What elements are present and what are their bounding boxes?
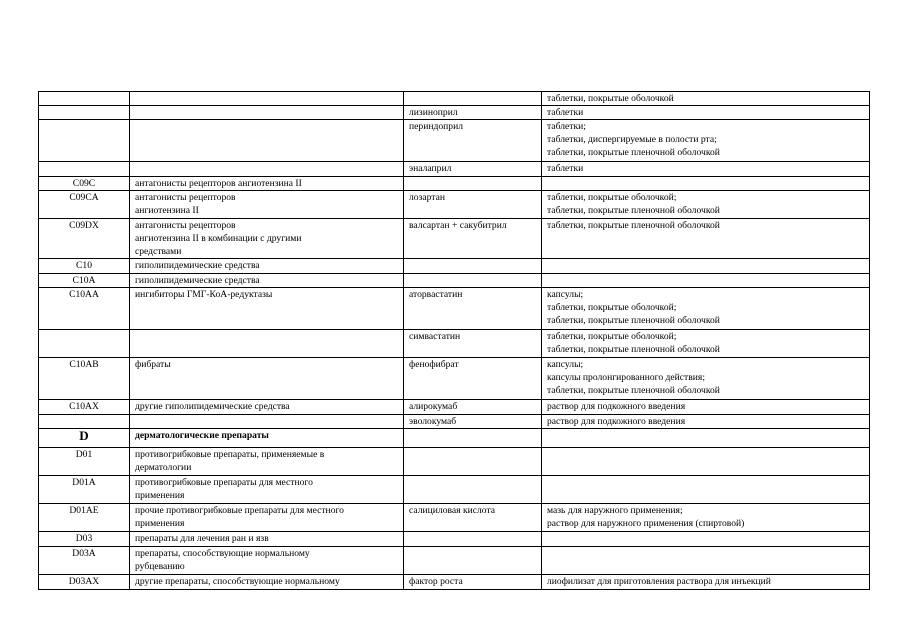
drug-list-table [38, 91, 870, 590]
dosage-form-cell [542, 274, 870, 288]
drug-name: фенофибрат [409, 359, 459, 370]
atc-code: C09DX [69, 220, 99, 231]
drug-name-cell [404, 400, 542, 415]
pharm-group-cell [130, 575, 404, 590]
pharm-group-line: рубцеванию [135, 561, 185, 572]
drug-name-cell [404, 92, 542, 106]
pharm-group-line: прочие противогрибковые препараты для местного [135, 505, 344, 516]
dosage-form-cell [542, 120, 870, 162]
atc-code-cell [39, 547, 130, 575]
pharm-group-cell [130, 219, 404, 259]
drug-name: эналаприл [409, 163, 452, 174]
pharm-group-line: противогрибковые препараты, применяемые в [135, 449, 325, 460]
drug-name-cell [404, 532, 542, 547]
atc-code: C10 [76, 260, 92, 271]
dosage-form-line: капсулы пролонгированного действия; [547, 372, 705, 383]
atc-code: C09C [72, 178, 96, 189]
dosage-form-cell [542, 106, 870, 120]
table-row [39, 288, 870, 330]
pharm-group-line: гиполипидемические средства [135, 275, 260, 286]
atc-code-cell [39, 575, 130, 590]
atc-code-cell [39, 177, 130, 191]
pharm-group-cell [130, 330, 404, 358]
drug-name: лизиноприл [409, 107, 458, 118]
table-row [39, 259, 870, 274]
pharm-group-cell [130, 162, 404, 177]
atc-code-cell [39, 191, 130, 219]
drug-name-cell [404, 259, 542, 274]
dosage-form-line: таблетки, покрытые оболочкой; [547, 331, 677, 342]
drug-name-cell [404, 429, 542, 448]
atc-code: C10AA [69, 289, 99, 300]
pharm-group-line: применения [135, 490, 185, 501]
drug-name: лозартан [409, 192, 446, 203]
atc-code-cell [39, 532, 130, 547]
dosage-form-cell [542, 177, 870, 191]
pharm-group-cell [130, 191, 404, 219]
dosage-form-line: таблетки, покрытые оболочкой; [547, 302, 677, 313]
pharm-group-cell [130, 504, 404, 532]
table-row [39, 448, 870, 476]
atc-code: D [79, 428, 89, 443]
atc-code-cell [39, 288, 130, 330]
drug-name-cell [404, 288, 542, 330]
pharm-group-cell [130, 476, 404, 504]
table-row [39, 358, 870, 400]
atc-code-cell [39, 429, 130, 448]
dosage-form-cell [542, 575, 870, 590]
atc-code: D03A [72, 548, 96, 559]
dosage-form-cell [542, 191, 870, 219]
drug-name: аторвастатин [409, 289, 463, 300]
drug-name-cell [404, 162, 542, 177]
atc-code-cell [39, 330, 130, 358]
table-row [39, 106, 870, 120]
dosage-form-line: капсулы; [547, 359, 584, 370]
drug-name-cell [404, 476, 542, 504]
drug-name-cell [404, 504, 542, 532]
dosage-form-line: таблетки, покрытые оболочкой [547, 93, 674, 104]
table-row [39, 219, 870, 259]
atc-code: D01 [75, 449, 93, 460]
atc-code-cell [39, 400, 130, 415]
dosage-form-cell [542, 358, 870, 400]
pharm-group-line: препараты для лечения ран и язв [135, 533, 269, 544]
table-row [39, 330, 870, 358]
dosage-form-line: таблетки, покрытые пленочной оболочкой [547, 315, 720, 326]
pharm-group-cell [130, 288, 404, 330]
dosage-form-cell [542, 415, 870, 429]
pharm-group-line: другие препараты, способствующие нормальному [135, 576, 340, 587]
pharm-group-line: фибраты [135, 359, 171, 370]
atc-code: C09CA [69, 192, 99, 203]
pharm-group-cell [130, 92, 404, 106]
table-row [39, 476, 870, 504]
pharm-group-cell [130, 120, 404, 162]
dosage-form-cell [542, 162, 870, 177]
drug-name: периндоприл [409, 121, 463, 132]
pharm-group-line: ингибиторы ГМГ-КоА-редуктазы [135, 289, 273, 300]
table-row [39, 429, 870, 448]
drug-name-cell [404, 575, 542, 590]
drug-name-cell [404, 448, 542, 476]
table-row [39, 177, 870, 191]
dosage-form-cell [542, 448, 870, 476]
table-row [39, 162, 870, 177]
drug-name-cell [404, 547, 542, 575]
dosage-form-line: раствор для подкожного введения [547, 401, 686, 412]
table-row [39, 532, 870, 547]
drug-name-cell [404, 274, 542, 288]
atc-code: D03AX [68, 576, 100, 587]
table-row [39, 274, 870, 288]
drug-name-cell [404, 415, 542, 429]
dosage-form-cell [542, 92, 870, 106]
atc-code-cell [39, 162, 130, 177]
table-row [39, 547, 870, 575]
pharm-group-cell [130, 532, 404, 547]
pharm-group-cell [130, 547, 404, 575]
table-row [39, 415, 870, 429]
atc-code: C10AB [69, 359, 99, 370]
pharm-group-line: ангиотензина II [135, 205, 199, 216]
dosage-form-cell [542, 476, 870, 504]
drug-name: эволокумаб [409, 416, 457, 427]
pharm-group-line: антагонисты рецепторов [135, 192, 236, 203]
dosage-form-line: таблетки, покрытые пленочной оболочкой [547, 147, 720, 158]
atc-code: D01AE [69, 505, 99, 516]
drug-name: симвастатин [409, 331, 461, 342]
dosage-form-cell [542, 547, 870, 575]
drug-name: фактор роста [409, 576, 463, 587]
pharm-group-line: другие гиполипидемические средства [135, 401, 290, 412]
atc-code-cell [39, 358, 130, 400]
atc-code-cell [39, 259, 130, 274]
table-row [39, 504, 870, 532]
atc-code: D03 [75, 533, 93, 544]
drug-name-cell [404, 120, 542, 162]
pharm-group-line: антагонисты рецепторов ангиотензина II [135, 178, 302, 189]
drug-name: салициловая кислота [409, 505, 496, 516]
dosage-form-line: лиофилизат для приготовления раствора для инъекций [547, 576, 771, 587]
dosage-form-cell [542, 532, 870, 547]
dosage-form-line: таблетки, покрытые пленочной оболочкой [547, 385, 720, 396]
dosage-form-cell [542, 259, 870, 274]
atc-code-cell [39, 504, 130, 532]
drug-name: валсартан + сакубитрил [409, 220, 507, 231]
pharm-group-line: дерматологии [135, 462, 192, 473]
dosage-form-line: таблетки, диспергируемые в полости рта; [547, 134, 717, 145]
atc-code-cell [39, 106, 130, 120]
pharm-group-line: препараты, способствующие нормальному [135, 548, 310, 559]
drug-name-cell [404, 358, 542, 400]
pharm-group-cell [130, 415, 404, 429]
dosage-form-line: раствор для подкожного введения [547, 416, 686, 427]
drug-name-cell [404, 177, 542, 191]
table-row [39, 191, 870, 219]
atc-code: C10AX [69, 401, 99, 412]
atc-code-cell [39, 274, 130, 288]
pharm-group-cell [130, 448, 404, 476]
table-row [39, 92, 870, 106]
dosage-form-cell [542, 288, 870, 330]
drug-name-cell [404, 219, 542, 259]
pharm-group-line: противогрибковые препараты для местного [135, 477, 313, 488]
dosage-form-cell [542, 400, 870, 415]
dosage-form-line: таблетки; [547, 121, 586, 132]
pharm-group-line: антагонисты рецепторов [135, 220, 236, 231]
dosage-form-line: таблетки [547, 163, 584, 174]
table-row [39, 400, 870, 415]
pharm-group-cell [130, 177, 404, 191]
atc-code-cell [39, 415, 130, 429]
pharm-group-cell [130, 259, 404, 274]
pharm-group-cell [130, 358, 404, 400]
dosage-form-line: капсулы; [547, 289, 584, 300]
drug-name-cell [404, 191, 542, 219]
pharm-group-line: средствами [135, 246, 182, 257]
atc-code: D01A [72, 477, 96, 488]
atc-code-cell [39, 120, 130, 162]
dosage-form-cell [542, 219, 870, 259]
dosage-form-line: таблетки, покрытые пленочной оболочкой [547, 220, 720, 231]
table-row [39, 575, 870, 590]
dosage-form-line: раствор для наружного применения (спиртовой) [547, 518, 745, 529]
pharm-group-line: гиполипидемические средства [135, 260, 260, 271]
dosage-form-line: мазь для наружного применения; [547, 505, 683, 516]
pharm-group-cell [130, 429, 404, 448]
drug-name-cell [404, 330, 542, 358]
dosage-form-cell [542, 429, 870, 448]
table-row [39, 120, 870, 162]
atc-code-cell [39, 92, 130, 106]
dosage-form-line: таблетки, покрытые оболочкой; [547, 192, 677, 203]
pharm-group-cell [130, 274, 404, 288]
dosage-form-line: таблетки [547, 107, 584, 118]
dosage-form-line: таблетки, покрытые пленочной оболочкой [547, 344, 720, 355]
dosage-form-cell [542, 504, 870, 532]
pharm-group-line: применения [135, 518, 185, 529]
atc-code-cell [39, 219, 130, 259]
table-body [39, 92, 870, 590]
atc-code-cell [39, 476, 130, 504]
drug-name: алирокумаб [409, 401, 458, 412]
dosage-form-cell [542, 330, 870, 358]
atc-code-cell [39, 448, 130, 476]
atc-code: C10A [72, 275, 96, 286]
pharm-group-cell [130, 400, 404, 415]
drug-name-cell [404, 106, 542, 120]
dosage-form-line: таблетки, покрытые пленочной оболочкой [547, 205, 720, 216]
pharm-group-cell [130, 106, 404, 120]
pharm-group-line: дерматологические препараты [135, 430, 269, 441]
pharm-group-line: ангиотензина II в комбинации с другими [135, 233, 302, 244]
